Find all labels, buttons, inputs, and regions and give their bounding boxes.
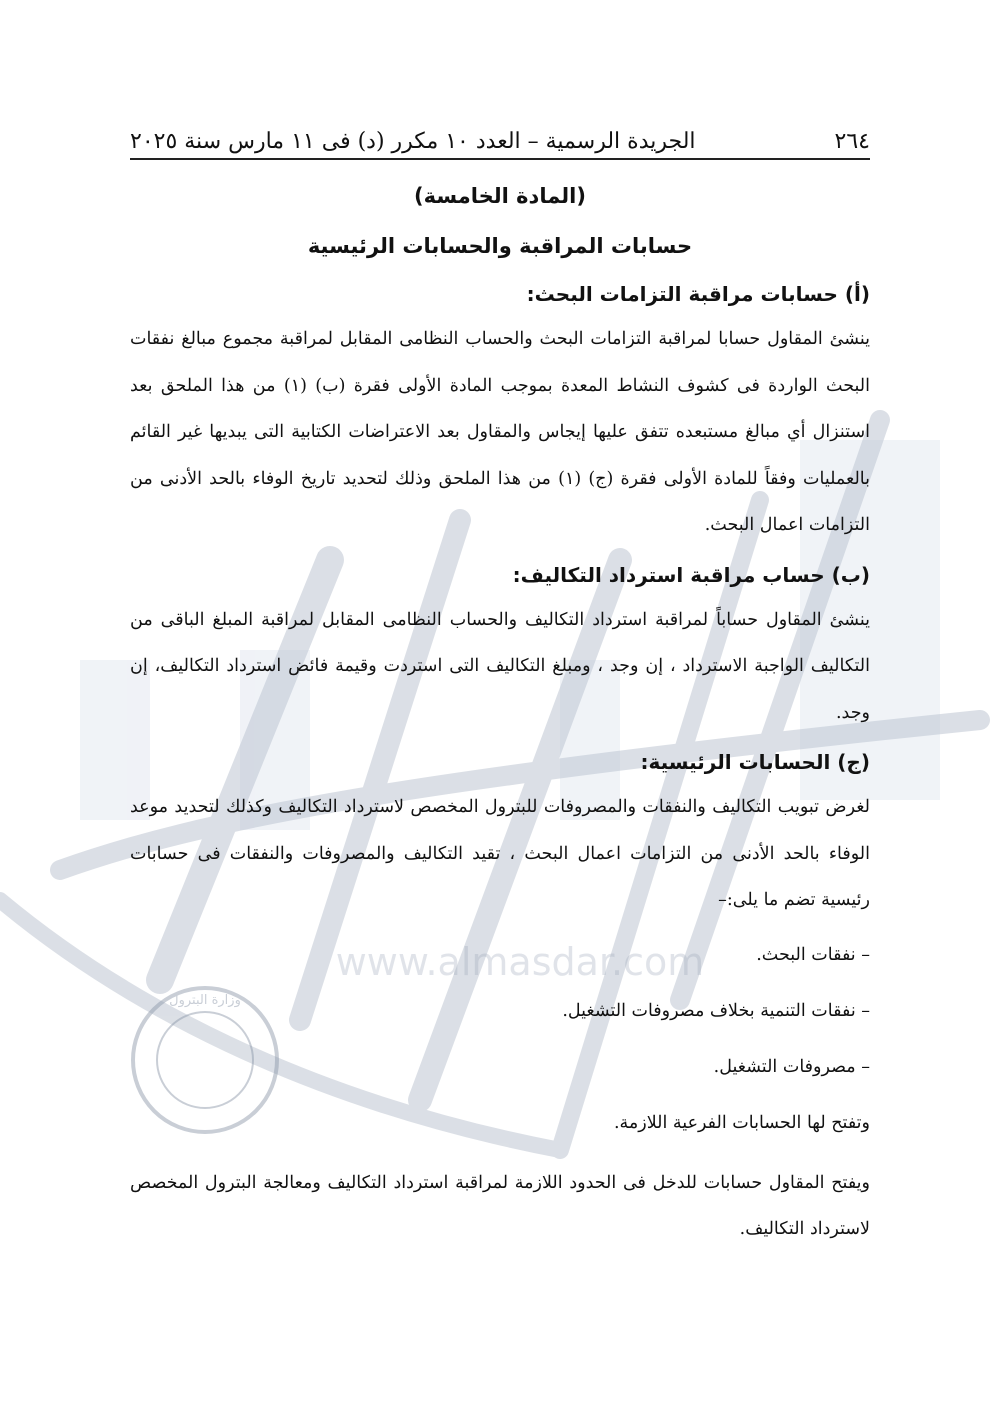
watermark-url: www.almasdar.com [335, 940, 705, 984]
section-heading-a: (أ) حسابات مراقبة التزامات البحث: [526, 282, 870, 306]
section-heading-c: (ج) الحسابات الرئيسية: [640, 750, 870, 774]
list-item: – نفقات البحث. [756, 944, 870, 965]
section-a-paragraph: ينشئ المقاول حسابا لمراقبة التزامات البحث والحساب النظامى المقابل لمراقبة مجموع مبالغ نفقات البحث الواردة فى كشوف النشاط المعدة بموجب المادة الأولى فقرة (ب) (١) من هذا الملحق بعد استنزال أي مبالغ مستبعده تتفق عليها إيجاس والمقاول بعد الاعتراضات الكتابية التى يبديها غير القائم بالعمليات وفقاً للمادة الأولى فقرة (ج) (١) من هذا الملحق وذلك لتحديد تاريخ الوفاء بالحد الأدنى من التزامات اعمال البحث. [130, 329, 871, 535]
list-item: – نفقات التنمية بخلاف مصروفات التشغيل. [562, 1000, 870, 1021]
section-c-paragraph: لغرض تبويب التكاليف والنفقات والمصروفات للبترول المخصص لاسترداد التكاليف وكذلك لتحديد موعد الوفاء بالحد الأدنى من التزامات اعمال البحث ، تقيد التكاليف والمصروفات والنفقات فى حسابات رئيسية تضم ما يلى:– [130, 797, 870, 910]
closing-paragraph: ويفتح المقاول حسابات للدخل فى الحدود اللازمة لمراقبة استرداد التكاليف ومعالجة البترول المخصص لاسترداد التكاليف. [130, 1172, 870, 1239]
gazette-title: الجريدة الرسمية – العدد ١٠ مكرر (د) فى ١١ مارس سنة ٢٠٢٥ [130, 129, 696, 154]
after-items-text: وتفتح لها الحسابات الفرعية اللازمة. [613, 1112, 870, 1133]
page [130, 108, 870, 1253]
article-title: (المادة الخامسة) [414, 184, 586, 208]
list-item: – مصروفات التشغيل. [713, 1056, 870, 1077]
section-b-paragraph: ينشئ المقاول حساباً لمراقبة استرداد التكاليف والحساب النظامى المقابل لمراقبة المبلغ الباقى من التكاليف الواجبة الاسترداد ، إن وجد ، ومبلغ التكاليف التى استردت وقيمة فائض استرداد التكاليف، إن وجد. [130, 609, 870, 723]
page-number: ٢٦٤ [834, 129, 870, 154]
section-heading-b: (ب) حساب مراقبة استرداد التكاليف: [512, 562, 870, 587]
article-subtitle: حسابات المراقبة والحسابات الرئيسية [307, 234, 693, 258]
seal-label: وزارة البترول [169, 993, 241, 1008]
page-header [130, 108, 870, 160]
